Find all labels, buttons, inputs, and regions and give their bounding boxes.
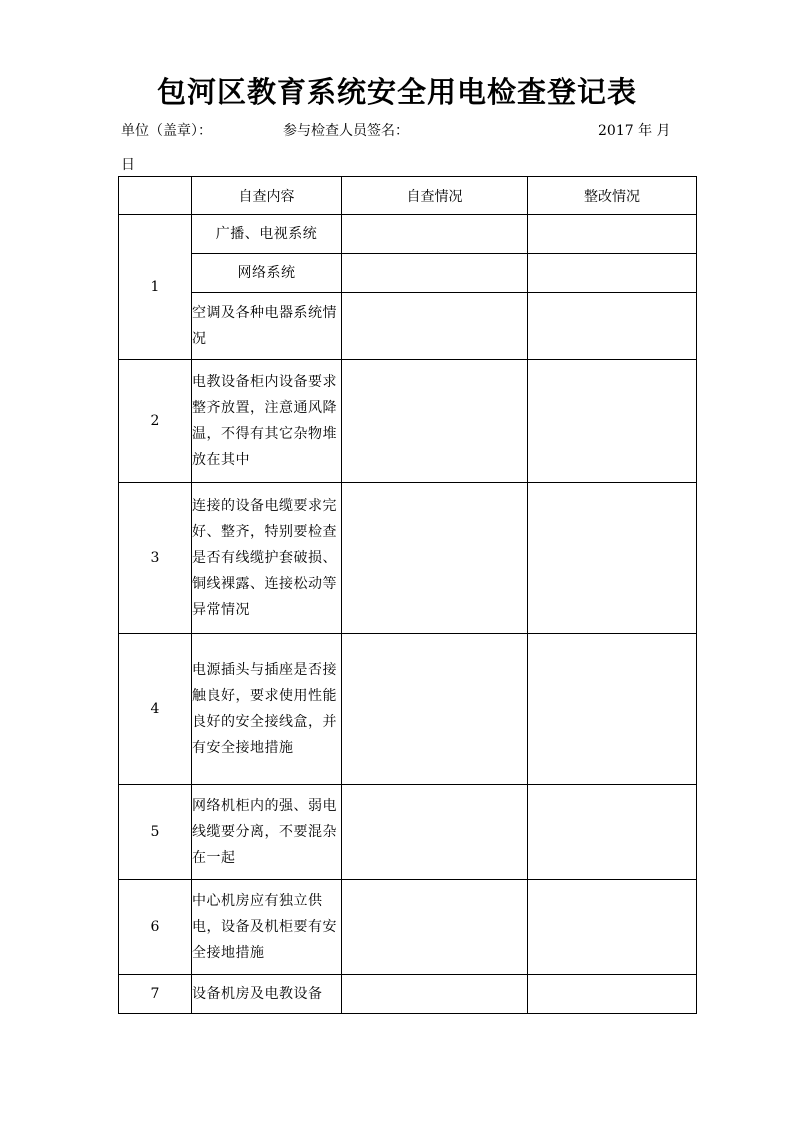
row-number: 2 [119, 360, 192, 483]
day-label: 日 [121, 157, 135, 173]
rectification-cell[interactable] [528, 880, 697, 975]
table-row [119, 975, 697, 1014]
self-check-cell[interactable] [342, 975, 528, 1014]
check-item: 广播、电视系统 [192, 215, 342, 254]
column-header-number [119, 177, 192, 215]
column-header-content: 自查内容 [192, 177, 342, 215]
rectification-cell[interactable] [528, 254, 697, 293]
check-item: 空调及各种电器系统情况 [192, 293, 342, 360]
table-row [119, 634, 697, 785]
table-row [119, 215, 697, 254]
rectification-cell[interactable] [528, 215, 697, 254]
table-header-row [119, 177, 697, 215]
self-check-cell[interactable] [342, 215, 528, 254]
rectification-cell[interactable] [528, 785, 697, 880]
rectification-cell[interactable] [528, 360, 697, 483]
inspector-signature-label: 参与检查人员签名： [283, 123, 409, 139]
date-label: 2017 年 月 [598, 123, 671, 139]
check-item: 连接的设备电缆要求完好、整齐，特别要检查是否有线缆护套破损、铜线裸露、连接松动等异常情况 [192, 483, 342, 634]
self-check-cell[interactable] [342, 634, 528, 785]
table-row [119, 254, 697, 293]
row-number: 7 [119, 975, 192, 1014]
check-item: 设备机房及电教设备 [192, 975, 342, 1014]
check-item: 电源插头与插座是否接触良好，要求使用性能良好的安全接线盒，并有安全接地措施 [192, 634, 342, 785]
column-header-self-check: 自查情况 [342, 177, 528, 215]
row-number: 3 [119, 483, 192, 634]
table-row [119, 360, 697, 483]
inspection-table [118, 176, 697, 1014]
page-title: 包河区教育系统安全用电检查登记表 [156, 75, 637, 109]
self-check-cell[interactable] [342, 483, 528, 634]
table-row [119, 880, 697, 975]
column-header-rectification: 整改情况 [528, 177, 697, 215]
rectification-cell[interactable] [528, 293, 697, 360]
check-item: 中心机房应有独立供电，设备及机柜要有安全接地措施 [192, 880, 342, 975]
rectification-cell[interactable] [528, 975, 697, 1014]
row-number: 6 [119, 880, 192, 975]
check-item: 电教设备柜内设备要求整齐放置，注意通风降温，不得有其它杂物堆放在其中 [192, 360, 342, 483]
rectification-cell[interactable] [528, 634, 697, 785]
self-check-cell[interactable] [342, 360, 528, 483]
self-check-cell[interactable] [342, 293, 528, 360]
table-row [119, 483, 697, 634]
rectification-cell[interactable] [528, 483, 697, 634]
unit-label: 单位（盖章）： [121, 123, 212, 139]
table-row [119, 293, 697, 360]
table-row [119, 785, 697, 880]
row-number: 5 [119, 785, 192, 880]
row-number: 1 [119, 215, 192, 360]
check-item: 网络机柜内的强、弱电线缆要分离，不要混杂在一起 [192, 785, 342, 880]
row-number: 4 [119, 634, 192, 785]
check-item: 网络系统 [192, 254, 342, 293]
self-check-cell[interactable] [342, 880, 528, 975]
self-check-cell[interactable] [342, 785, 528, 880]
self-check-cell[interactable] [342, 254, 528, 293]
